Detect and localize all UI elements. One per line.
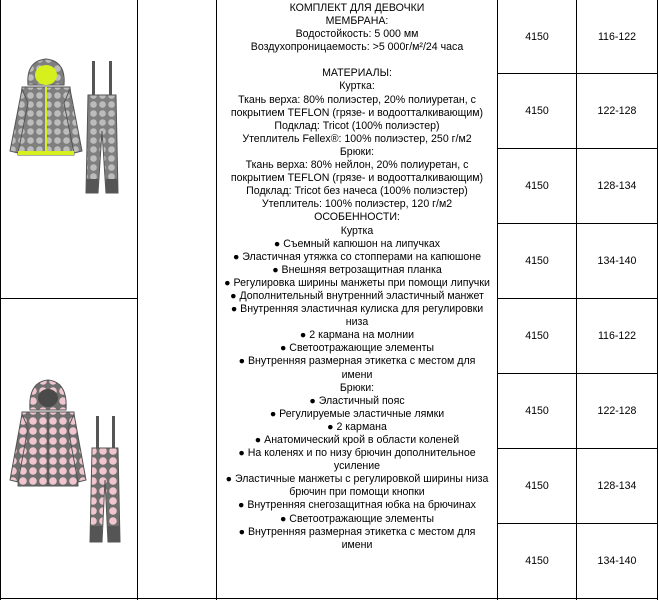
description-line: Куртка:: [339, 80, 375, 93]
price-cell: 4150: [525, 405, 549, 417]
feature-item: ● Светоотражающие элементы: [279, 342, 435, 355]
table-border-bottom: [0, 598, 658, 599]
feature-item: ● Внутренняя размерная этикетка с местом для имени: [238, 525, 476, 551]
feature-item: ● Эластичный пояс: [309, 394, 405, 407]
product-image-gray-set: [8, 55, 132, 215]
feature-item: ● Внутренняя эластичная кулиска для регулировки низа: [230, 303, 484, 329]
price-cell: 4150: [525, 105, 549, 117]
feature-item: ● 2 кармана на молнии: [299, 329, 415, 342]
product-image-pink-set: [8, 376, 132, 546]
feature-item: ● Съемный капюшон на липучках: [273, 237, 441, 250]
features-heading: ОСОБЕННОСТИ:: [314, 211, 400, 224]
description-line: Брюки:: [339, 145, 375, 158]
feature-item: ● На коленях и по низу брючин дополнительное усиление: [238, 447, 476, 473]
description-line: покрытием TEFLON (грязе- и водоотталкивающим): [230, 106, 484, 119]
description-line: Подклад: Tricot (100% полиэстер): [274, 119, 440, 132]
size-cell: 128-134: [597, 480, 637, 492]
size-cell: 116-122: [597, 330, 637, 342]
description-line: покрытием TEFLON (грязе- и водоотталкивающим): [230, 172, 484, 185]
feature-item: ● Внешняя ветрозащитная планка: [272, 263, 442, 276]
price-cell: 4150: [525, 330, 549, 342]
feature-item: ● Дополнительный внутренний эластичный манжет: [230, 289, 484, 302]
feature-item: ● Регулировка ширины манжеты при помощи липучки: [224, 276, 490, 289]
size-cell: 134-140: [597, 555, 637, 567]
spacer-line: [217, 54, 497, 67]
table-border-left: [0, 0, 1, 600]
description-line: Утеплитель Fellex®: 100% полиэстер, 250 г/м2: [242, 132, 472, 145]
description-line: Брюки:: [339, 381, 375, 394]
feature-item: ● Регулируемые эластичные лямки: [269, 407, 445, 420]
price-cell: 4150: [525, 180, 549, 192]
description-line: Водостойкость: 5 000 мм: [295, 28, 419, 41]
feature-item: ● Внутренняя снегозащитная юбка на брючинах: [238, 499, 476, 512]
feature-item: ● 2 кармана: [327, 420, 387, 433]
description-title: КОМПЛЕКТ ДЛЯ ДЕВОЧКИ: [289, 2, 425, 14]
size-cell: 122-128: [597, 105, 637, 117]
feature-item: ● Эластичная утяжка со стопперами на капюшоне: [232, 250, 482, 263]
description-line: Воздухопроницаемость: >5 000г/м²/24 часа: [250, 41, 464, 54]
description-line: Ткань верха: 80% нейлон, 20% полиуретан, с: [245, 159, 469, 172]
price-cell: 4150: [525, 255, 549, 267]
size-cell: 134-140: [597, 255, 637, 267]
membrane-heading: МЕМБРАНА:: [325, 15, 389, 28]
price-cell: 4150: [525, 555, 549, 567]
row-divider: [0, 298, 137, 299]
size-cell: 128-134: [597, 180, 637, 192]
description-line: Подклад: Tricot без начеса (100% полиэстер): [246, 185, 468, 198]
product-description: [217, 2, 497, 598]
feature-item: ● Внутренняя размерная этикетка с местом для имени: [238, 355, 476, 381]
size-cell: 122-128: [597, 405, 637, 417]
size-cell: 116-122: [597, 30, 637, 43]
price-cell: 4150: [525, 30, 549, 43]
table-border-right: [657, 0, 658, 600]
description-line: Ткань верха: 80% полиэстер, 20% полиуретан, с: [238, 93, 476, 106]
column-divider: [137, 0, 138, 600]
feature-item: ● Анатомический крой в области коленей: [254, 434, 460, 446]
price-cell: 4150: [525, 480, 549, 492]
description-line: Куртка: [340, 224, 374, 237]
materials-heading: МАТЕРИАЛЫ:: [322, 67, 392, 80]
feature-item: ● Эластичные манжеты с регулировкой ширины низа брючин при помощи кнопки: [225, 473, 489, 499]
feature-item: ● Светоотражающие элементы: [279, 512, 435, 525]
description-line: Утеплитель: 100% полиэстер, 120 г/м2: [261, 198, 453, 211]
